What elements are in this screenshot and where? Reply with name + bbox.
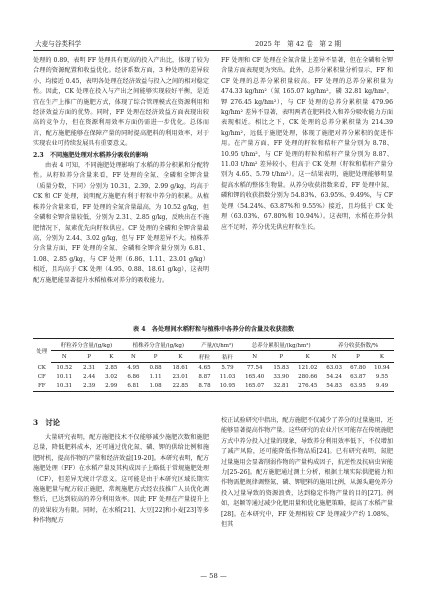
table-cell: 9.49 <box>370 382 394 392</box>
table-cell: 4.65 <box>198 364 211 371</box>
sub-header: 秸秆 <box>215 351 241 363</box>
sub-header: P <box>145 351 167 363</box>
table-cell: 10.94 <box>374 364 390 371</box>
paragraph: 处理的 0.89，表明 FF 处理具有更高的投入产出比，体现了较为合理的资源配置和收益优化。经济系数方面，3 种处理的差异较小，均接近 0.45，表明各处理在经济效益与投入之间的相对稳定性。因此，CK 处理在投入与产出之间能够实现较好平衡，是适宜在生产上推广的施肥方式，体现了综合管理模式在资源利用和经济效益方面的优势。同时，FF 处理在经济效益方面表现出较高的竞争力，但在资源利用效率方面仍需进一步优化。总体而言，配方施肥能够在保障产量的同时提高肥料的利用效率，对于实现农业可持续发展具有重要意义。 <box>33 57 209 148</box>
table-cell: 32.81 <box>269 382 293 392</box>
section-heading: 2.3 不同施肥处理对水稻养分吸收的影响 <box>33 151 149 159</box>
plant-nutrient-header: 植株养分含量/(g/kg) <box>122 339 194 351</box>
table-cell: 8.87 <box>198 374 211 381</box>
table-cell: 9.55 <box>375 374 389 381</box>
table-row <box>33 382 394 392</box>
table-cell: 0.88 <box>149 364 162 371</box>
harvest-index-header: 养分收获指数/% <box>322 339 394 351</box>
sub-header: K <box>370 351 394 363</box>
paragraph: 大量研究表明，配方施肥技术不仅能够减少施肥次数和施肥总量，降低肥料成本，还可通过优化氮、磷、钾的供给比例和施肥时机，提高作物的产量和经济效益[19-20]。本研究表明，配方施肥处理（FF）在水稻产量及其构成因子上略低于常规施肥处理（CF），但差异无统计学意义。这可能是由于本研究区域长期实施施肥量与配方较正施肥，常规施肥方式经农技推广人员优化调整后，已达到较高的养分利用效率。因此 FF 处理在产量提升上的效果较为有限。同时，在水稻[21]、大豆[22]和小麦[23]等多种作物配方 <box>33 434 210 525</box>
table-cell: 22.85 <box>167 382 195 392</box>
table-caption: 表 4 各处理间水稻籽粒与植株中各养分的含量及收获指数 <box>132 326 295 333</box>
grain-nutrient-header: 籽粒养分含量/(g/kg) <box>51 339 123 351</box>
journal-name: 大麦与谷类科学 <box>35 40 82 48</box>
left-column-top <box>33 56 209 286</box>
sub-header: P <box>269 351 293 363</box>
table-cell: 10.11 <box>56 374 73 381</box>
running-header <box>33 36 394 51</box>
table-cell: 6.81 <box>122 382 144 392</box>
row-label: FF <box>33 382 51 392</box>
discussion-left <box>33 433 209 527</box>
table-cell: 8.78 <box>194 382 214 392</box>
table-cell: 6.86 <box>127 374 140 381</box>
table-cell: 5.79 <box>221 364 234 371</box>
table-cell: 2.44 <box>83 374 96 381</box>
table-cell: 33.90 <box>273 374 290 381</box>
table-cell: 121.02 <box>298 364 318 371</box>
table-cell: 165.40 <box>245 374 265 381</box>
sub-header: P <box>346 351 370 363</box>
sub-header: N <box>322 351 346 363</box>
table-row <box>33 373 394 382</box>
table-cell: 63.87 <box>350 374 366 381</box>
table-cell: 4.95 <box>127 364 140 371</box>
table-cell: 2.85 <box>105 364 118 371</box>
right-column-top <box>221 56 393 233</box>
table-row <box>33 363 394 373</box>
sub-header: K <box>293 351 322 363</box>
paragraph: 校正试验研究中指出，配方施肥不仅减少了养分的过量施用，还能够显著提高作物产量。这些研究的农业片区可能存在传统施肥方式中养分投入过量的现象，导致养分利用效率低下，不仅增加了减产风险，还可能降低作物品质[24]。已有研究表明，氮肥过量施用会显著削弱作物的产量构成因子，抗逆性及抗病虫害能力[25-26]。配方施肥通过测土分析，根据土壤实际供肥能力和作物需肥规律调整氮、磷、钾肥料的施用比例，从源头避免养分投入过量导致的资源浪费，达到稳定作物产量的目的[27]。例如，赵颖等通过减少化肥用量和优化施肥策略，提高了水稻产量[28]。在本研究中，FF 处理相较 CF 处理减少产约 1.08%，但其 <box>221 417 393 529</box>
table-cell: 63.03 <box>326 364 342 371</box>
sub-header: N <box>51 351 79 363</box>
table-cell: 54.83 <box>322 382 346 392</box>
row-label: CK <box>37 364 46 371</box>
discussion-right <box>221 416 393 530</box>
table-cell: 15.83 <box>273 364 290 371</box>
total-accumulation-header: 总养分累积量/(kg/hm²) <box>240 339 322 351</box>
table-cell: 23.01 <box>172 374 189 381</box>
page-number: — 58 — <box>200 572 227 580</box>
table-cell: 2.31 <box>83 364 96 371</box>
table-cell: 3.02 <box>105 374 118 381</box>
table-cell: 54.24 <box>326 374 342 381</box>
sub-header: N <box>122 351 144 363</box>
nutrient-table <box>33 338 394 392</box>
table-cell: 165.07 <box>240 382 269 392</box>
table-cell: 1.08 <box>145 382 167 392</box>
table-cell: 2.99 <box>100 382 122 392</box>
table-cell: 2.39 <box>78 382 100 392</box>
paragraph: FF 处理和 CF 处理在全氮含量上差异不显著，但在全磷和全钾含量方面表现更为突出。此外，总养分累积量分析显示，FF 和 CF 处理的总养分累积量较高。FF 处理的总养分累积量为 474.33 kg/hm²（氮 165.07 kg/hm²，磷 32.81 kg/hm²，钾 276.45 kg/hm²），与 CF 处理的总养分累积量 479.96 kg/hm² 差异不显著，表明两者在肥料投入和养分吸收能力方面表现相近。相比之下，CK 处理的总养分累积量为 214.39 kg/hm²，远低于施肥处理，体现了施肥对养分累积的促进作用。在产量方面，FF 处理的籽粒和秸秆产量分别为 8.78、10.95 t/hm²，与 CF 处理的籽粒和秸秆产量分别为 8.87、11.03 t/hm² 差异较小，但高于 CK 处理（籽粒和秸秆产量分别为 4.65、5.79 t/hm²）。这一结果表明，施肥处理能够明显提高水稻的整体生物量。从养分收获指数来看，FF 处理中氮、磷和钾的收获指数分别为 54.83%、63.95%、9.49%，与 CF 处理（54.24%、63.87%和 9.55%）接近，且均低于 CK 处理（63.03%、67.80%和 10.94%）。这表明，水稻在养分供应不足时，养分优先供应籽粒生长。 <box>221 57 393 231</box>
table-cell: 77.54 <box>246 364 263 371</box>
paragraph: 由表 4 可知，不同施肥处理影响了水稻的养分积累和分配特性。从籽粒养分含量来看，FF 处理的全氮、全磷和全钾含量（质量分数，下同）分别为 10.31、2.39、2.99 g/kg，均高于 CK 和 CF 处理，说明配方施肥有利于籽粒中养分的积累。从植株养分含量来看，FF 处理的全氮含量最高，为 10.52 g/kg，但全磷和全钾含量较低，分别为 2.31、2.85 g/kg，反映出在不施肥情况下，氮素优先向籽粒供应。CF 处理的全磷和全钾含量最高，分别为 2.44、3.02 g/kg，但与 FF 处理差异不大。植株养分含量方面，FF 处理的全氮、全磷和全钾含量分别为 6.81、1.08、2.85 g/kg，与 CF 处理（6.86、1.11、23.01 g/kg）相近，且均高于 CK 处理（4.95、0.88、18.61 g/kg），这表明配方施肥能显著提升水稻植株对养分的吸收能力。 <box>33 162 209 284</box>
sub-header: K <box>100 351 122 363</box>
section-heading: 3 讨论 <box>33 418 60 427</box>
sub-header: N <box>240 351 269 363</box>
sub-header: P <box>78 351 100 363</box>
table-cell: 280.66 <box>298 374 318 381</box>
table-cell: 67.80 <box>350 364 366 371</box>
table-cell: 63.95 <box>346 382 370 392</box>
treatment-header: 处理 <box>33 339 51 363</box>
yield-header: 产量/(t/hm²) <box>194 339 240 351</box>
table-cell: 10.95 <box>215 382 241 392</box>
table-cell: 11.03 <box>219 374 236 381</box>
table-cell: 1.11 <box>149 374 162 381</box>
sub-header: 籽粒 <box>194 351 214 363</box>
table-cell: 18.61 <box>172 364 189 371</box>
sub-header: K <box>167 351 195 363</box>
issue-info: 2025 年 第 42 卷 第 2 期 <box>255 40 342 48</box>
table-cell: 10.52 <box>56 364 73 371</box>
row-label: CF <box>37 374 46 381</box>
table-cell: 10.31 <box>51 382 79 392</box>
table-cell: 276.45 <box>293 382 322 392</box>
